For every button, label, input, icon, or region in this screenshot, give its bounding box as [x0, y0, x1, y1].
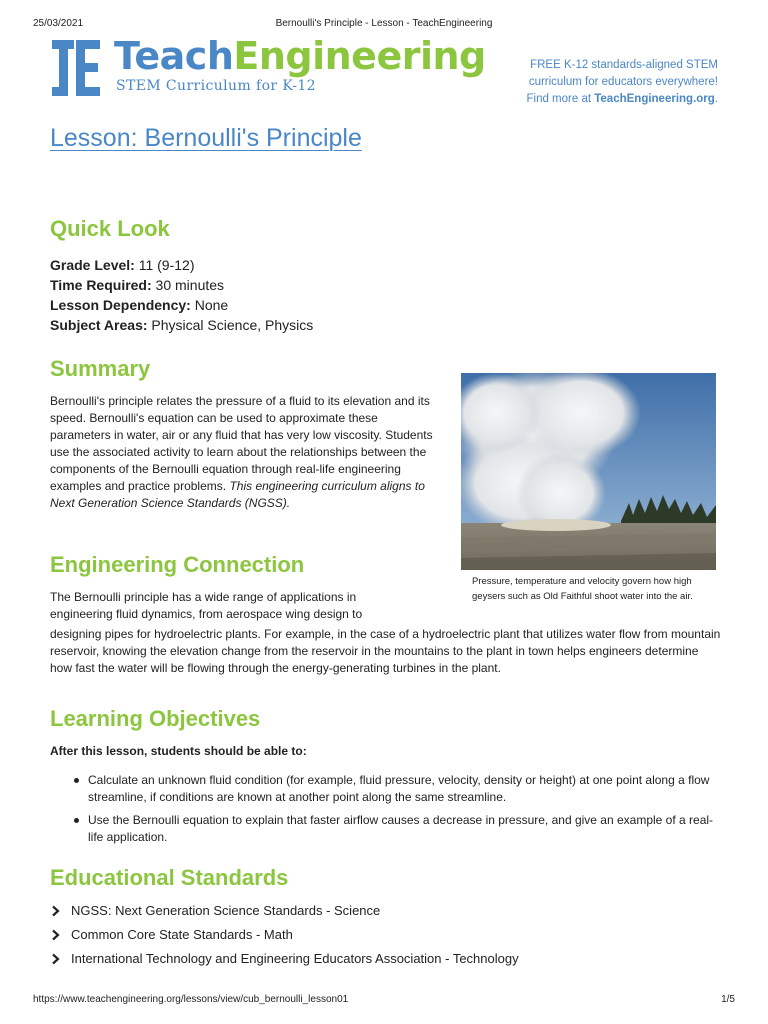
quick-look-heading: Quick Look [50, 216, 170, 241]
logo-word-teach: Teach [114, 34, 234, 78]
learning-objectives-heading: Learning Objectives [50, 706, 261, 731]
standard-label: International Technology and Engineering Educators Association - Technology [71, 951, 519, 966]
print-url: https://www.teachengineering.org/lessons/view/cub_bernoulli_lesson01 [33, 994, 349, 1005]
summary-heading: Summary [50, 356, 151, 381]
educational-standards-heading: Educational Standards [50, 865, 289, 890]
teachengineering-logo[interactable] [52, 34, 486, 98]
promo-line-1: FREE K-12 standards-aligned STEM [530, 59, 718, 71]
summary-text [50, 393, 435, 512]
standard-label: NGSS: Next Generation Science Standards - Science [71, 903, 381, 918]
geyser-illustration [461, 373, 716, 570]
time-required-label: Time Required: [50, 277, 152, 293]
logo-tagline: STEM Curriculum for K-12 [116, 78, 316, 94]
bullet-icon [74, 778, 79, 783]
lesson-dependency-label: Lesson Dependency: [50, 297, 191, 313]
standard-label: Common Core State Standards - Math [71, 927, 293, 942]
chevron-right-icon [50, 953, 62, 965]
time-required-value: 30 minutes [151, 277, 225, 293]
bullet-icon [74, 818, 79, 823]
promo-prefix: Find more at [526, 93, 595, 105]
subject-areas-value: Physical Science, Physics [147, 317, 314, 333]
quick-look-list [50, 255, 313, 335]
promo-line-2: curriculum for educators everywhere! [528, 76, 718, 88]
grade-level-label: Grade Level: [50, 257, 135, 273]
subject-areas-label: Subject Areas: [50, 317, 148, 333]
promo-suffix: . [714, 93, 718, 105]
learning-objective-item: Use the Bernoulli equation to explain that faster airflow causes a decrease in pressure, and give an example of a real-life application. [88, 813, 714, 844]
logo-mark-icon [52, 40, 102, 96]
chevron-right-icon [50, 905, 62, 917]
print-page-number: 1/5 [721, 994, 735, 1005]
image-caption: Pressure, temperature and velocity govern how high geysers such as Old Faithful shoot water into the air. [472, 576, 693, 602]
lesson-title[interactable] [50, 124, 362, 153]
summary-paragraph: Bernoulli's principle relates the pressure of a fluid to its elevation and its speed. Bernoulli's equation can be used to approximate these parameters in water, air or any fluid that has very low viscosity. Students use the associated activity to learn about the relationships between the components of the Bernoulli equation through real-life engineering examples and practice problems. [50, 394, 433, 493]
promo-text [478, 57, 718, 108]
print-page-title: Bernoulli's Principle - Lesson - TeachEngineering [275, 18, 493, 29]
grade-level-value: 11 (9-12) [134, 257, 195, 273]
subject-areas-row [50, 315, 313, 335]
chevron-right-icon [50, 929, 62, 941]
logo-wordmark [114, 34, 486, 78]
time-required-row [50, 275, 313, 295]
learning-objectives-lead: After this lesson, students should be able to: [50, 744, 307, 758]
lesson-dependency-value: None [190, 297, 229, 313]
engineering-connection-text-narrow: The Bernoulli principle has a wide range of applications in engineering fluid dynamics, from aerospace wing design to [50, 590, 363, 621]
grade-level-row [50, 255, 313, 275]
engineering-connection-text-wide: designing pipes for hydroelectric plants. For example, in the case of a hydroelectric plant that utilizes water flow from mountain reservoir, knowing the elevation change from the reservoir in the mountains to the plant in town helps engineers determine how fast the water will be flowing through the energy-generating turbines in the plant. [50, 627, 721, 675]
lesson-title-prefix: Lesson: [50, 124, 145, 152]
print-header [33, 18, 735, 32]
lesson-dependency-row [50, 295, 313, 315]
print-date: 25/03/2021 [33, 18, 84, 29]
ngss-alignment-note: This engineering curriculum aligns to Next Generation Science Standards (NGSS). [50, 479, 425, 510]
promo-line-3 [478, 91, 718, 108]
geyser-photo [461, 373, 716, 570]
logo-word-engineering: Engineering [233, 34, 486, 78]
promo-site-link[interactable]: TeachEngineering.org [594, 93, 715, 105]
print-footer [33, 994, 735, 1008]
engineering-connection-heading: Engineering Connection [50, 552, 305, 577]
lesson-title-name: Bernoulli's Principle [144, 124, 362, 152]
learning-objective-item: Calculate an unknown fluid condition (for example, fluid pressure, velocity, density or height) at one point along a flow streamline, if conditions are known at another point along the same streamline. [88, 773, 710, 804]
